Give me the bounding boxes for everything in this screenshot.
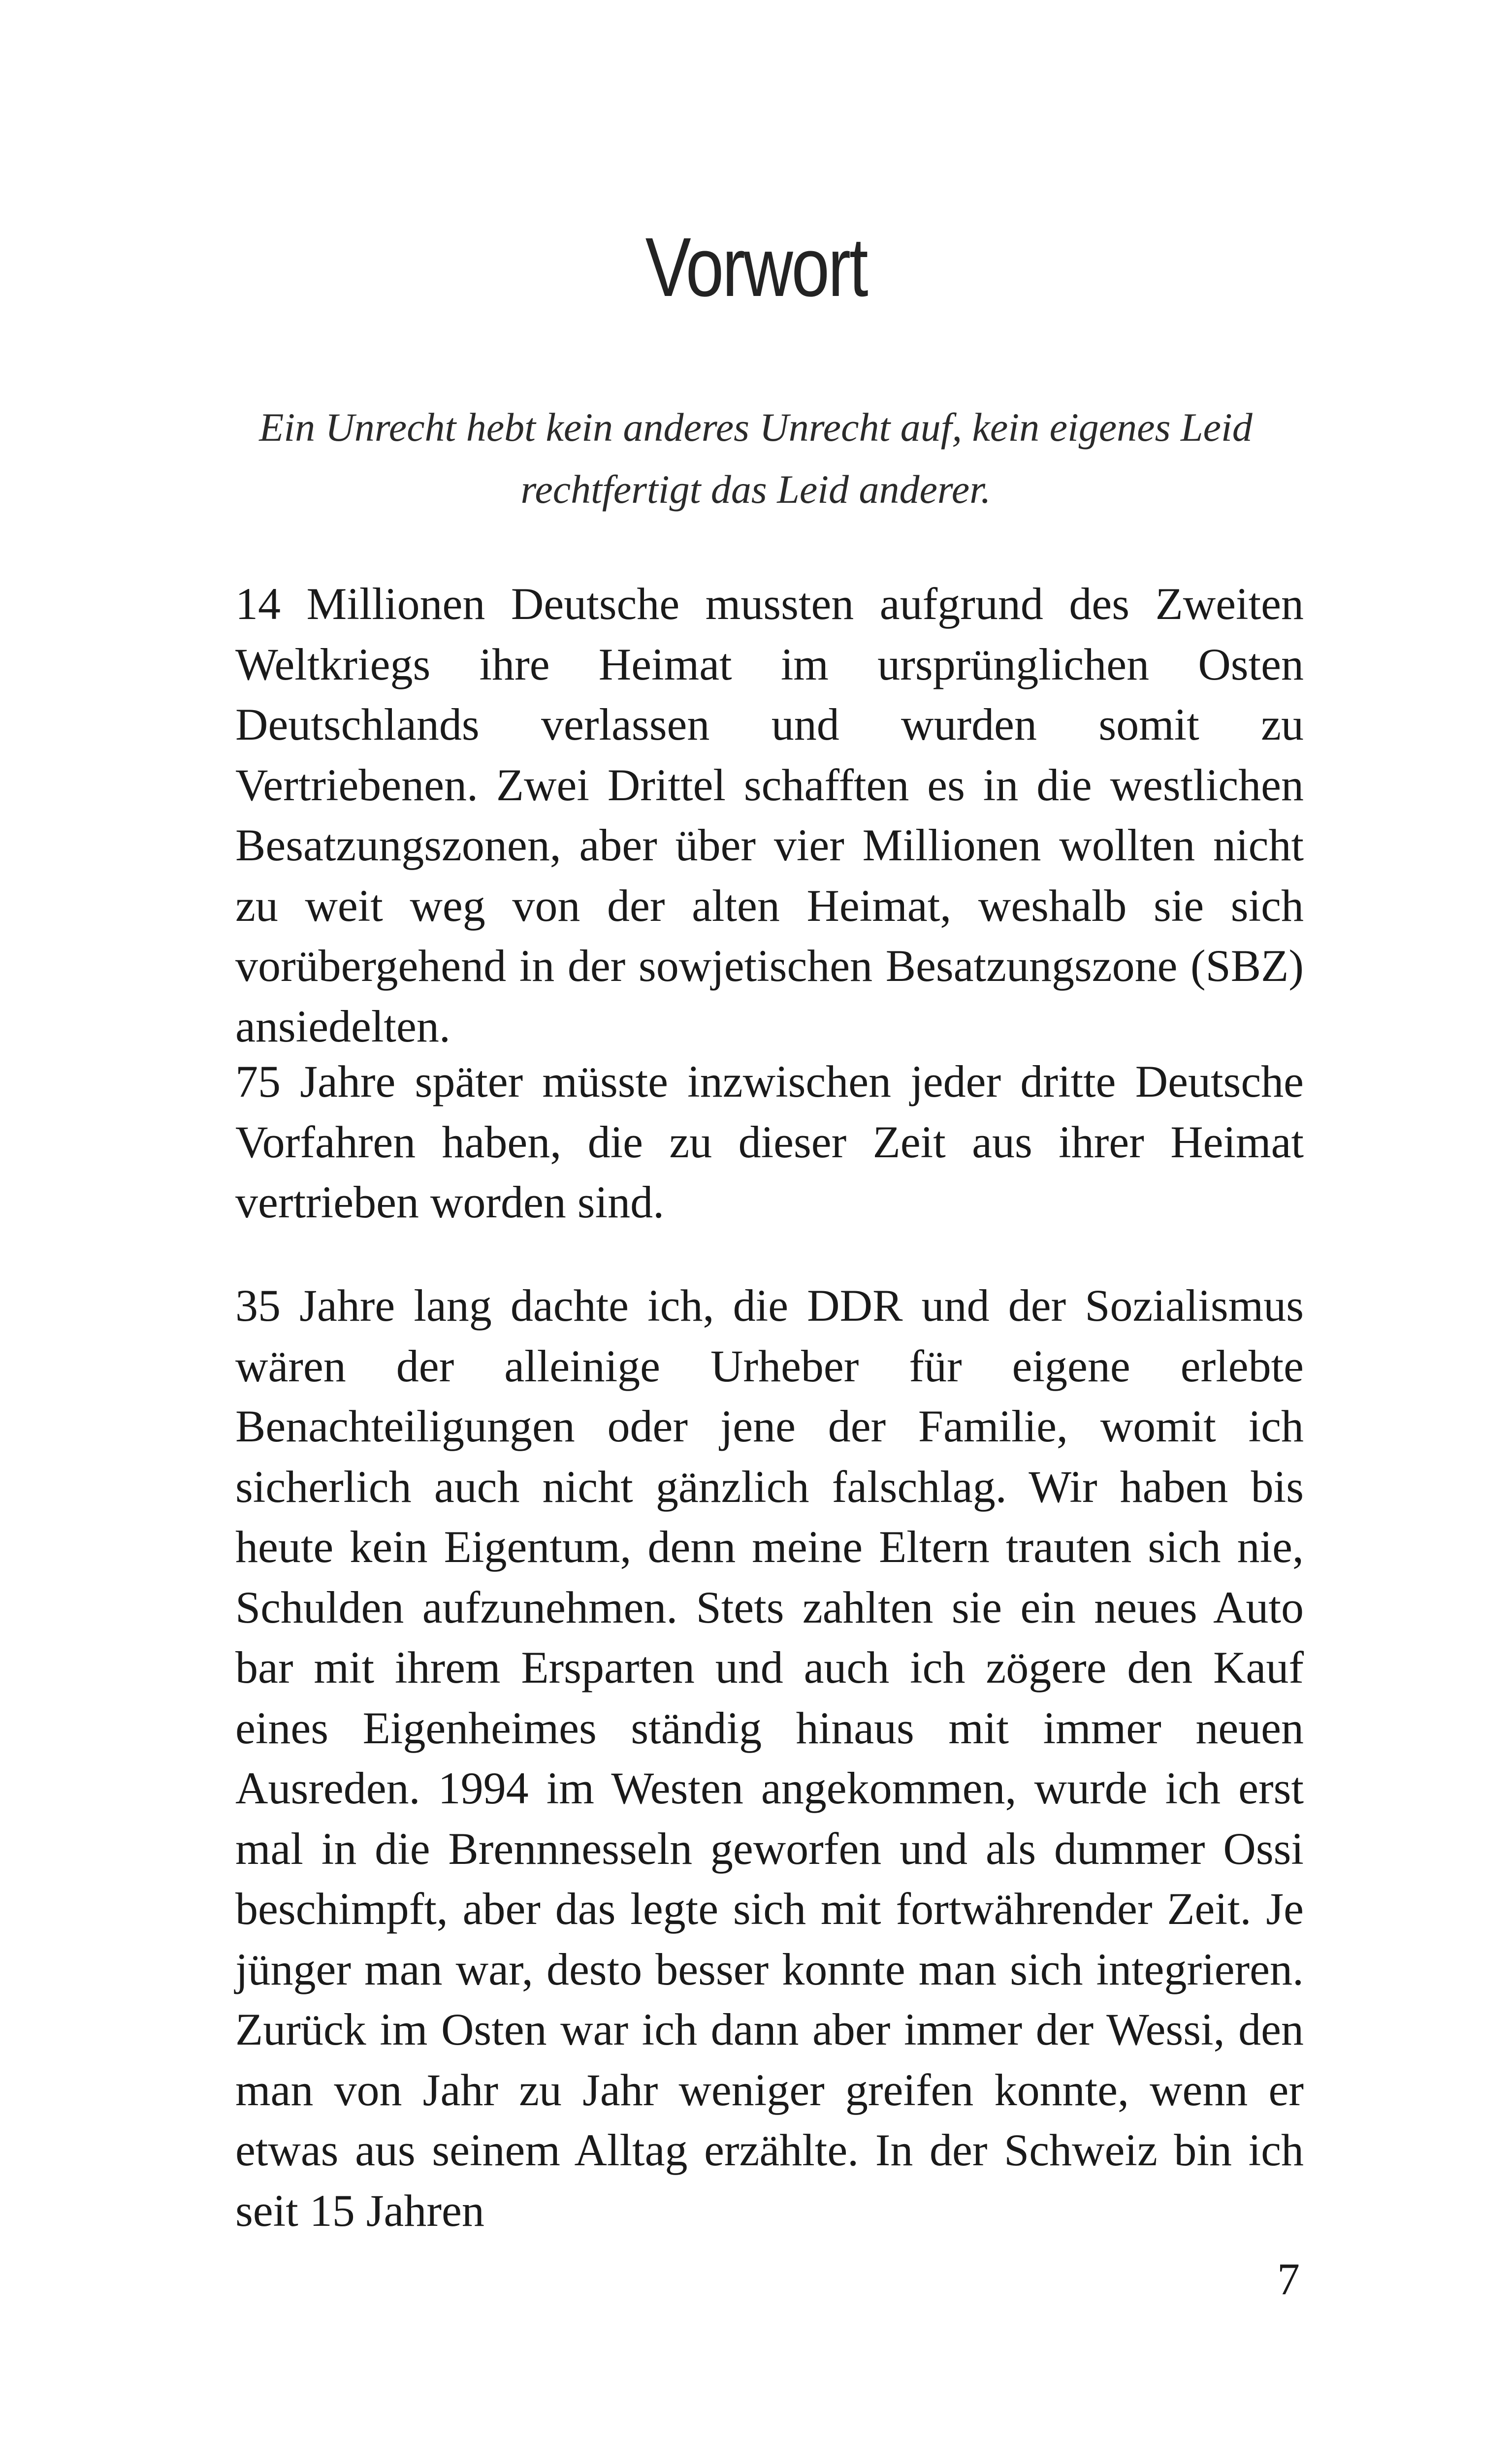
page-title: Vorwort [645,221,867,314]
paragraph-3: 35 Jahre lang dachte ich, die DDR und der Sozialismus wären der alleinige Urheber für eigene erlebte Benachteiligungen oder jene der Familie, womit ich sicherlich auch nicht gänzlich falschlag. Wir haben bis heute kein Eigentum, denn meine Eltern trauten sich nie, Schulden aufzunehmen. Stets zahlten sie ein neues Auto bar mit ihrem Ersparten und auch ich zögere den Kauf eines Eigenheimes ständig hinaus mit immer neuen Ausreden. 1994 im Westen angekommen, wurde ich erst mal in die Brennnesseln geworfen und als dummer Ossi beschimpft, aber das legte sich mit fortwährender Zeit. Je jünger man war, desto besser konnte man sich integrieren. Zurück im Osten war ich dann aber immer der Wessi, den man von Jahr zu Jahr weniger greifen konnte, wenn er etwas aus seinem Alltag erzählte. In der Schweiz bin ich seit 15 Jahren [235,1280,1304,2236]
paragraph-2: 75 Jahre später müsste inzwischen jeder dritte Deutsche Vorfahren haben, die zu dieser Zeit aus ihrer Heimat vertrieben worden sind. [235,1056,1304,1227]
paragraph-1: 14 Millionen Deutsche mussten aufgrund des Zweiten Weltkriegs ihre Heimat im ursprünglichen Osten Deutschlands verlassen und wurden somit zu Vertriebenen. Zwei Drittel schafften es in die westlichen Besatzungszonen, aber über vier Millionen wollten nicht zu weit weg von der alten Heimat, weshalb sie sich vorübergehend in der sowjetischen Besatzungszone (SBZ) ansiedelten. [235,579,1304,1051]
epigraph: Ein Unrecht hebt kein anderes Unrecht auf, kein eigenes Leid rechtfertigt das Leid anderer. [259,405,1253,512]
page-number: 7 [1277,2254,1300,2304]
